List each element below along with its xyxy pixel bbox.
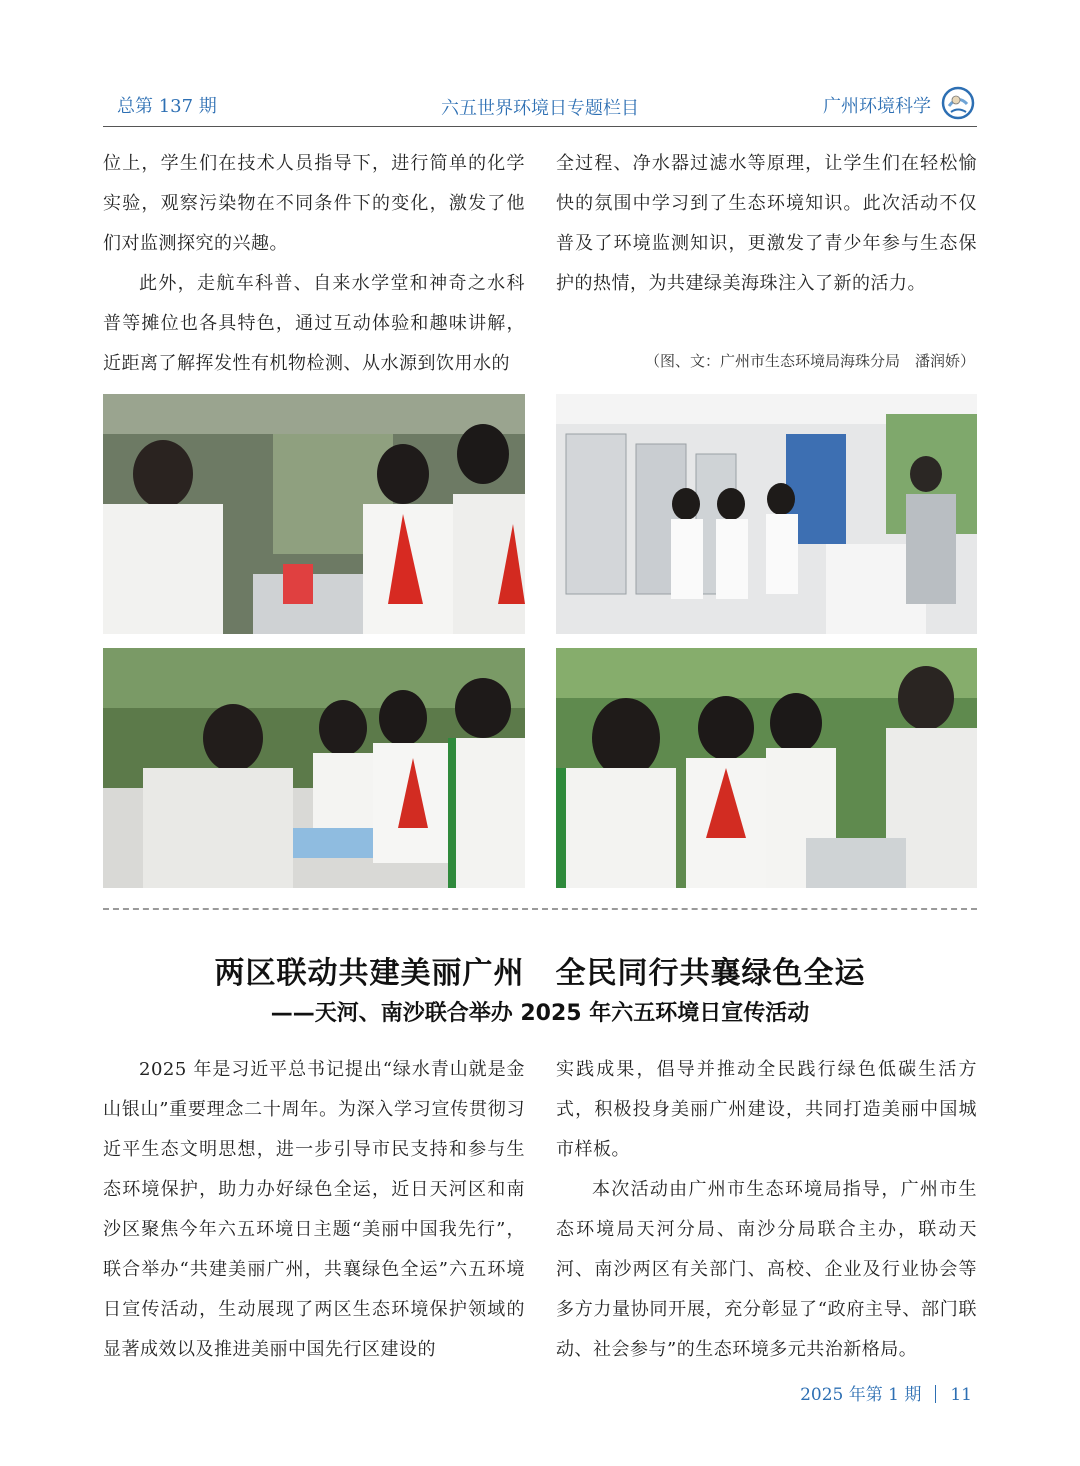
- article1-left-paragraph-2: 此外，走航车科普、自来水学堂和神奇之水科普等摊位也各具特色，通过互动体验和趣味讲解，近距离了解挥发性有机物检测、从水源到饮用水的: [103, 273, 525, 374]
- photo-lab-demo: [103, 394, 525, 634]
- article2-left-paragraph-1: 2025 年是习近平总书记提出“绿水青山就是金山银山”重要理念二十周年。为深入学习宣传贯彻习近平生态文明思想，进一步引导市民支持和参与生态环境保护，助力办好绿色全运，近日天河区和南沙区聚焦今年六五环境日主题“美丽中国我先行”，联合举办“共建美丽广州，共襄绿色全运”六五环境日宣传活动，生动展现了两区生态环境保护领域的显著成效以及推进美丽中国先行区建设的: [103, 1059, 525, 1360]
- photo-credit: （图、文：广州市生态环境局海珠分局 潘润娇）: [644, 352, 975, 370]
- article1-left-column: [103, 144, 525, 384]
- article2-right-column: [556, 1050, 977, 1370]
- header-divider: [103, 126, 977, 127]
- photo-students-table: [103, 648, 525, 888]
- article1-right-column: [556, 144, 977, 304]
- journal-logo-icon: [941, 86, 975, 120]
- photo-monitoring-station: [556, 394, 977, 634]
- photo-students-experiment: [556, 648, 977, 888]
- article2-title: 两区联动共建美丽广州 全民同行共襄绿色全运: [214, 956, 866, 991]
- page-number: 11: [950, 1385, 972, 1405]
- page-header: [103, 88, 977, 128]
- article2-left-column: [103, 1050, 525, 1370]
- footer-issue: 2025 年第 1 期: [800, 1385, 922, 1405]
- header-issue: 总第 137 期: [117, 96, 217, 117]
- article1-left-paragraph-1: 位上，学生们在技术人员指导下，进行简单的化学实验，观察污染物在不同条件下的变化，激发了他们对监测探究的兴趣。: [103, 153, 525, 254]
- article2-right-paragraph-1: 实践成果，倡导并推动全民践行绿色低碳生活方式，积极投身美丽广州建设，共同打造美丽中国城市样板。: [556, 1059, 977, 1160]
- header-section: 六五世界环境日专题栏目: [441, 98, 639, 119]
- article2-right-paragraph-2: 本次活动由广州市生态环境局指导，广州市生态环境局天河分局、南沙分局联合主办，联动天河、南沙两区有关部门、高校、企业及行业协会等多方力量协同开展，充分彰显了“政府主导、部门联动、社会参与”的生态环境多元共治新格局。: [556, 1179, 977, 1360]
- section-divider: [103, 908, 977, 910]
- footer-separator: [935, 1385, 936, 1403]
- article1-right-paragraph-1: 全过程、净水器过滤水等原理，让学生们在轻松愉快的氛围中学习到了生态环境知识。此次活动不仅普及了环境监测知识，更激发了青少年参与生态保护的热情，为共建绿美海珠注入了新的活力。: [556, 153, 977, 294]
- page-footer: [800, 1380, 972, 1405]
- article2-subtitle: ——天河、南沙联合举办 2025 年六五环境日宣传活动: [270, 1001, 810, 1026]
- header-journal: 广州环境科学: [823, 96, 931, 117]
